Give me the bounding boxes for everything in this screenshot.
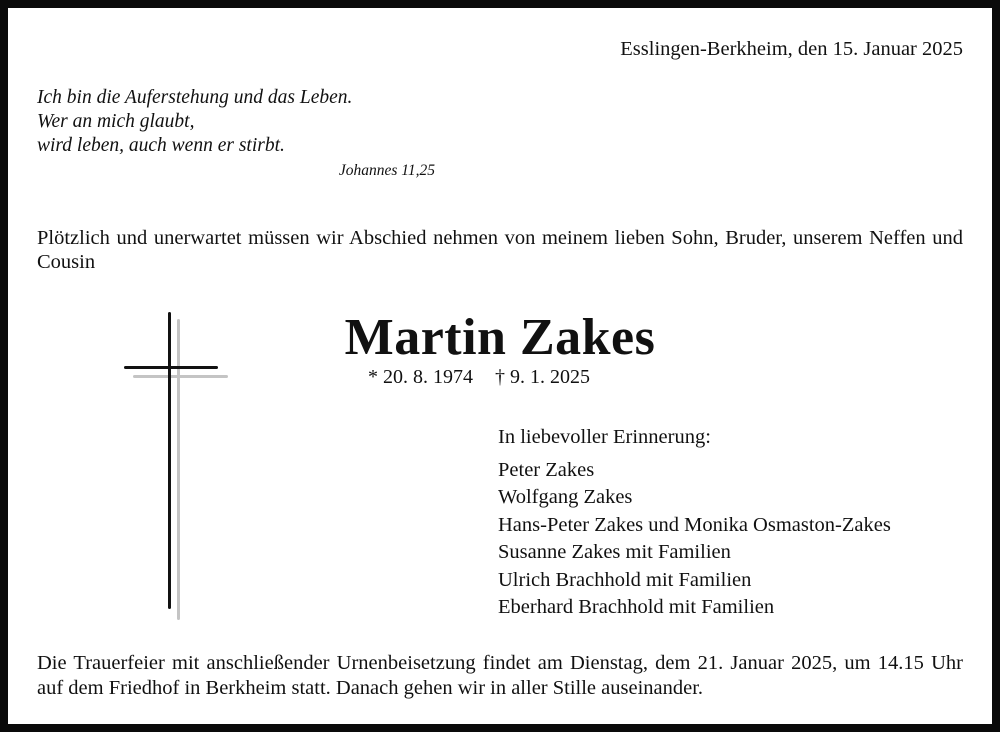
family-heading: In liebevoller Erinnerung: — [498, 426, 711, 448]
place-date: Esslingen-Berkheim, den 15. Januar 2025 — [620, 38, 963, 60]
death-date: † 9. 1. 2025 — [495, 366, 590, 388]
family-member: Ulrich Brachhold mit Familien — [498, 568, 752, 591]
family-member: Susanne Zakes mit Familien — [498, 541, 731, 564]
family-member: Peter Zakes — [498, 459, 595, 481]
verse-line: Ich bin die Auferstehung und das Leben. — [37, 87, 353, 108]
verse-line: Wer an mich glaubt, — [37, 111, 195, 132]
family-member: Wolfgang Zakes — [498, 486, 633, 509]
family-list — [498, 426, 891, 621]
deceased-name: Martin Zakes — [344, 309, 656, 366]
bible-verse — [37, 86, 352, 158]
verse-line: wird leben, auch wenn er stirbt. — [37, 135, 285, 156]
funeral-info: Die Trauerfeier mit anschließender Urnenbeisetzung findet am Dienstag, dem 21. Januar 2025, um 14.15 Uhr auf dem Friedhof in Berkheim statt. Danach gehen wir in aller Stille auseinander. — [37, 652, 963, 699]
family-member: Hans-Peter Zakes und Monika Osmaston-Zakes — [498, 513, 891, 536]
life-dates — [368, 366, 612, 389]
intro-text: Plötzlich und unerwartet müssen wir Abschied nehmen von meinem lieben Sohn, Bruder, unserem Neffen und Cousin — [37, 227, 963, 273]
birth-date: * 20. 8. 1974 — [368, 366, 473, 388]
obituary-notice — [8, 8, 992, 724]
verse-reference: Johannes 11,25 — [338, 162, 435, 179]
family-member: Eberhard Brachhold mit Familien — [498, 596, 775, 619]
